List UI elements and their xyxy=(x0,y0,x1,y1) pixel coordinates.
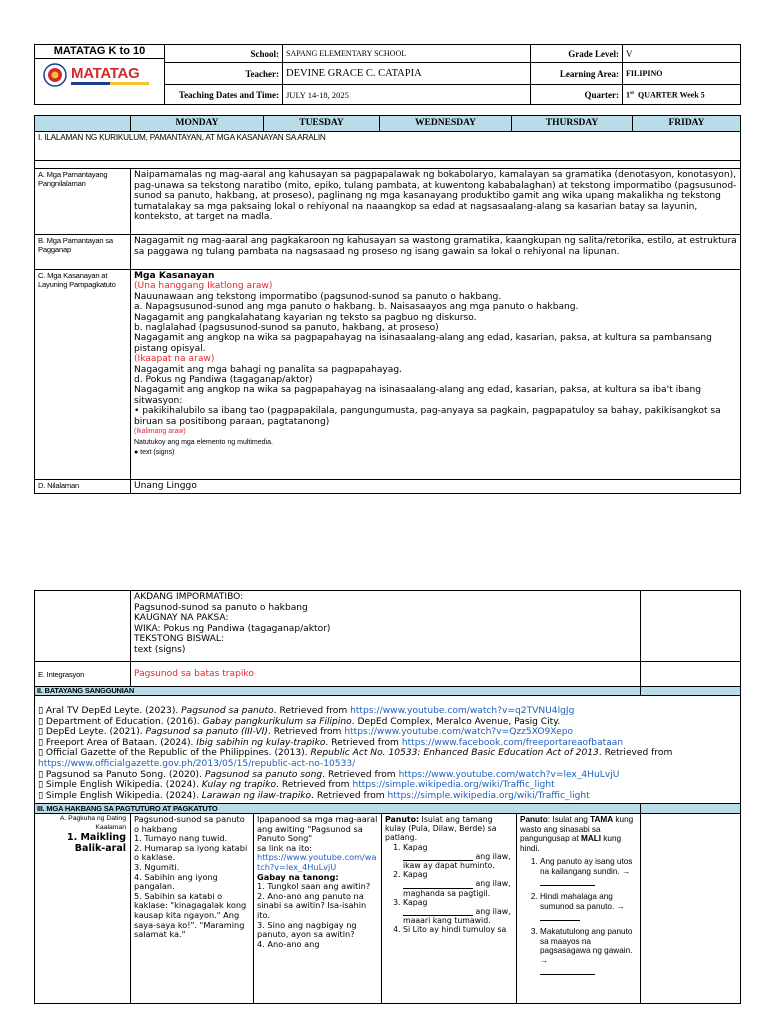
content-line-5: TEKSTONG BISWAL: xyxy=(134,634,225,645)
thursday-item: 3. Makatutulong ang panuto sa maayos na pagsasagawa ng gawain. → xyxy=(540,927,637,975)
header-table xyxy=(34,44,741,105)
wednesday-item: 2. Kapag ang ilaw, maghanda sa pagtigil. xyxy=(403,870,513,898)
tuesday-activity xyxy=(254,814,382,1004)
kasanayan-label: C. Mga Kasanayan at Layuning Pampagkatuto xyxy=(35,270,131,480)
tuesday-question-2: 2. Ano-ano ang panuto na sinabi sa awitin? Isa-isahin ito. xyxy=(257,890,367,920)
reference-link[interactable]: https://www.officialgazette.gov.ph/2013/05/15/republic-act-no-10533/ xyxy=(38,758,356,769)
monday-line-5: 4. Sabihin ang iyong pangalan. xyxy=(134,871,218,892)
ref-bullet-icon: ▯ xyxy=(38,769,44,780)
kasanayan-line-5: Nagagamit ang angkop na wika sa pagpapahayag na isinasaalang-alang ang edad, kasarian, paksa, at kultura sa pambansang pistang opisyal. xyxy=(134,333,712,354)
thursday-instructions: Panuto: Isulat ang TAMA kung wasto ang sinasabi sa pangungusap at MALI kung hindi. xyxy=(520,815,634,853)
wednesday-item: 3. Kapag ang ilaw, maaari kang tumawid. xyxy=(403,898,513,926)
ref-bullet-icon: ▯ xyxy=(38,748,44,759)
pamantayang-pangnilalaman-text: Naipamamalas ng mag-aaral ang kahusayan sa pagpapalawak ng bokabolaryo, kamalayan sa gramatika (denotasyon, konotasyon), pag-unawa sa tekstong naratibo (mito, epiko, tulang pambata, at kuwentong kababalaghan) at tekstong impormatibo (pagsusunod-sunod sa panuto, hakbang, at proseso), paglinang ng mga kasanayang produktibo gamit ang wika upang makalikha ng tekstong tumatalakay sa mga paksaing lokal o rehiyonal na naaangkop sa edad at nagsasaalang-alang sa kasarian batay sa layunin, konteksto, at target na madla. xyxy=(131,169,741,235)
answer-blank[interactable] xyxy=(540,877,595,886)
lesson-table-page1 xyxy=(34,115,741,494)
section1-title: I. ILALAMAN NG KURIKULUM, PAMANTAYAN, AT MGA KASANAYAN SA ARALIN xyxy=(35,132,741,161)
day-header-monday: MONDAY xyxy=(131,116,264,132)
content-line-2: Pagsunod-sunod sa panuto o hakbang xyxy=(134,602,308,613)
kasanayan-line-9: • pakikihalubilo sa ibang tao (pagpapakilala, pangungumusta, pag-anyaya sa pagkain, pagpapatuloy sa bahay, pakikisangkot sa biruan sa positibong paraan, pagtatanong) xyxy=(134,406,721,427)
program-name: MATATAG K to 10 xyxy=(35,45,164,59)
integrasyon-label: E. Integrasyon xyxy=(35,662,131,687)
section3-title: III. MGA HAKBANG SA PAGTUTURO AT PAGKATUTO xyxy=(35,804,641,814)
ref-bullet-icon: ▯ xyxy=(38,790,44,801)
reference-4: ▯ Freeport Area of Bataan. (2024). Ibig sabihin ng kulay-trapiko. Retrieved from https://www.facebook.com/freeportareaofbataan xyxy=(38,737,624,748)
content-label-cell xyxy=(35,591,131,662)
reference-link[interactable]: https://www.youtube.com/watch?v=q2TVNU4lgJg xyxy=(350,706,575,716)
text-signs-line: ● text (signs) xyxy=(134,448,175,456)
monday-activity xyxy=(131,814,254,1004)
spacer-row xyxy=(35,161,741,169)
wednesday-item: 4. Si Lito ay hindi tumuloy sa xyxy=(403,925,513,934)
teacher-label: Teacher: xyxy=(165,63,283,85)
answer-blank[interactable] xyxy=(403,907,473,916)
ref-bullet-icon: ▯ xyxy=(38,737,44,748)
school-label: School: xyxy=(165,45,283,63)
content-line-4: WIKA: Pokus ng Pandiwa (tagaganap/aktor) xyxy=(134,623,331,634)
dates-label: Teaching Dates and Time: xyxy=(165,85,283,105)
integrasyon-text: Pagsunod sa batas trapiko xyxy=(131,662,641,687)
quarter-value xyxy=(623,85,741,105)
kasanayan-cell xyxy=(131,270,741,480)
tuesday-guide-title: Gabay na tanong: xyxy=(257,871,339,882)
kasanayan-line-7: d. Pokus ng Pandiwa (tagaganap/aktor) xyxy=(134,375,313,386)
nilalaman-text: Unang Linggo xyxy=(131,480,741,494)
content-line-1: AKDANG IMPORMATIBO: xyxy=(134,592,244,602)
reference-1: ▯ Aral TV DepEd Leyte. (2023). Pagsunod sa panuto. Retrieved from https://www.youtube.com/watch?v=q2TVNU4lgJg xyxy=(38,706,575,716)
monday-line-3: 2. Humarap sa iyong katabi o kaklase. xyxy=(134,842,248,863)
friday-activity xyxy=(641,814,741,1004)
wednesday-instructions: Panuto: Isulat ang tamang kulay (Pula, Dilaw, Berde) sa patlang. xyxy=(385,815,497,843)
day-header-blank xyxy=(35,116,131,132)
pamantayan-pagganap-text: Nagagamit ng mag-aaral ang pagkakaroon ng kahusayan sa wastong gramatika, kaangkupan ng salita/retorika, estilo, at estruktura sa paggawa ng tulang pambata na nagsasaad ng proseso ng isang gawain sa lokal o rehiyonal na lipunan. xyxy=(131,235,741,270)
day-range-1: (Una hanggang Ikatlong araw) xyxy=(134,281,273,292)
area-value: FILIPINO xyxy=(623,63,741,85)
kasanayan-line-4: b. naglalahad (pagsusunod-sunod sa panuto, hakbang, at proseso) xyxy=(134,323,439,334)
section2-extra-cell xyxy=(641,687,741,696)
kasanayan-line-6: Nagagamit ang mga bahagi ng panalita sa pagpapahayag. xyxy=(134,364,403,375)
teacher-value: DEVINE GRACE C. CATAPIA xyxy=(283,63,531,85)
dates-value: JULY 14-18, 2025 xyxy=(283,85,531,105)
tuesday-link-label: sa link na ito: xyxy=(257,842,313,853)
monday-line-2: 1. Tumayo nang tuwid. xyxy=(134,833,228,844)
dating-kaalaman-label: A. Pagkuha ng Dating Kaalaman xyxy=(59,815,126,831)
day-header-wednesday: WEDNESDAY xyxy=(380,116,512,132)
reference-7: ▯ Simple English Wikipedia. (2024). Kulay ng trapiko. Retrieved from https://simple.wikipedia.org/wiki/Traffic_light xyxy=(38,780,555,791)
lesson-table-page2 xyxy=(34,590,741,1004)
reference-link[interactable]: https://simple.wikipedia.org/wiki/Traffic_light xyxy=(352,780,555,791)
reference-6: ▯ Pagsunod sa Panuto Song. (2020). Pagsunod sa panuto song. Retrieved from https://www.youtube.com/watch?v=lex_4HuLvjU xyxy=(38,769,620,780)
reference-link[interactable]: https://www.youtube.com/watch?v=lex_4HuLvjU xyxy=(398,769,620,780)
balik-aral-label: 1. Maikling Balik-aral xyxy=(66,832,126,855)
thursday-items xyxy=(520,857,637,975)
content-topics-cell xyxy=(131,591,641,662)
answer-blank[interactable] xyxy=(540,912,580,921)
kasanayan-line-1: Nauunawaan ang tekstong impormatibo (pagsunod-sunod sa panuto o hakbang. xyxy=(134,291,502,302)
grade-value: V xyxy=(623,45,741,63)
thursday-item: 2. Hindi mahalaga ang sumunod sa panuto. → xyxy=(540,892,637,921)
wednesday-activity xyxy=(382,814,517,1004)
day-header-thursday: THURSDAY xyxy=(512,116,633,132)
wednesday-items xyxy=(385,843,513,935)
reference-3: ▯ DepEd Leyte. (2021). Pagsunod sa panuto (III-VI). Retrieved from https://www.youtube.com/watch?v=Qzz5XO9Xepo xyxy=(38,727,574,738)
quarter-week: QUARTER Week 5 xyxy=(637,90,705,100)
answer-blank[interactable] xyxy=(403,852,473,861)
kasanayan-line-3: Nagagamit ang pangkalahatang kayarian ng teksto sa pagbuo ng diskurso. xyxy=(134,312,477,323)
reference-link[interactable]: https://www.youtube.com/watch?v=Qzz5XO9Xepo xyxy=(344,727,574,738)
reference-link[interactable]: https://www.facebook.com/freeportareaofbataan xyxy=(401,737,624,748)
thursday-activity xyxy=(517,814,641,1004)
monday-line-1: Pagsunod-sunod sa panuto o hakbang xyxy=(134,814,245,834)
references-cell xyxy=(35,696,741,804)
kasanayan-title: Mga Kasanayan xyxy=(134,271,215,281)
wednesday-item: 1. Kapag ang ilaw, ikaw ay dapat huminto. xyxy=(403,843,513,871)
reference-5: ▯ Official Gazette of the Republic of the Philippines. (2013). Republic Act No. 10533: Enhanced Basic Education Act of 2013. Retrieved from https://www.officialgazette.gov.ph/2013/05/15/republic-act-no-10533/ xyxy=(38,748,673,769)
tuesday-question-4: 4. Ano-ano ang xyxy=(257,938,320,949)
reference-link[interactable]: https://simple.wikipedia.org/wiki/Traffic_light xyxy=(387,790,590,801)
content-extra-cell xyxy=(641,591,741,662)
pamantayang-pangnilalaman-label: A. Mga Pamantayang Pangnilalaman xyxy=(35,169,131,235)
pamantayan-pagganap-label: B. Mga Pamantayan sa Pagganap xyxy=(35,235,131,270)
day-range-3: (Ikalimang araw) xyxy=(134,428,186,436)
area-label: Learning Area: xyxy=(531,63,623,85)
grade-label: Grade Level: xyxy=(531,45,623,63)
content-line-6: text (signs) xyxy=(134,644,186,655)
day-header-friday: FRIDAY xyxy=(633,116,741,132)
day-header-tuesday: TUESDAY xyxy=(264,116,380,132)
quarter-number: 1 xyxy=(626,90,630,100)
monday-line-6: 5. Sabihin sa katabi o kaklase: "kinagagalak kong kausap kita ngayon." Ang saya-saya ko!". "Maraming salamat ka." xyxy=(134,890,247,940)
day-range-2: (Ikaapat na araw) xyxy=(134,354,215,365)
quarter-label: Quarter: xyxy=(531,85,623,105)
logo-stripe xyxy=(71,82,149,85)
school-value: SAPANG ELEMENTARY SCHOOL xyxy=(283,45,531,63)
ref-bullet-icon: ▯ xyxy=(38,706,44,716)
tuesday-question-1: 1. Tungkol saan ang awitin? xyxy=(257,881,371,892)
ref-bullet-icon: ▯ xyxy=(38,716,44,727)
tuesday-question-3: 3. Sino ang nagbigay ng panuto, ayon sa awitin? xyxy=(257,919,357,940)
section2-title: II. BATAYANG SANGGUNIAN xyxy=(35,687,641,696)
reference-2: ▯ Department of Education. (2016). Gabay pangkurikulum sa Filipino. DepEd Complex, Meralco Avenue, Pasig City. xyxy=(38,716,561,727)
answer-blank[interactable] xyxy=(540,966,595,975)
ref-bullet-icon: ▯ xyxy=(38,727,44,738)
integrasyon-extra-cell xyxy=(641,662,741,687)
kasanayan-line-2: a. Napagsusunod-sunod ang mga panuto o hakbang. b. Naisasaayos ang mga panuto o hakbang. xyxy=(134,302,579,313)
quarter-suffix: st xyxy=(630,89,634,96)
monday-line-4: 3. Ngumiti. xyxy=(134,861,180,872)
logo-wordmark: MATATAG xyxy=(71,64,140,82)
content-line-3: KAUGNAY NA PAKSA: xyxy=(134,613,229,624)
ref-bullet-icon: ▯ xyxy=(38,780,44,791)
nilalaman-label: D. Nilalaman xyxy=(35,480,131,494)
answer-blank[interactable] xyxy=(403,880,473,889)
balik-aral-label-cell xyxy=(35,814,131,1004)
thursday-item: 1. Ang panuto ay isang utos na kailangang sundin. → xyxy=(540,857,637,886)
kasanayan-line-8: Nagagamit ang angkop na wika sa pagpapahayag na isinasaalang-alang ang edad, kasarian, paksa, at kultura sa iba't ibang sitwasyon: xyxy=(134,385,701,406)
deped-seal-icon xyxy=(43,63,67,87)
multimedia-elements-line: Natutukoy ang mga elemento ng multimedia. xyxy=(134,438,273,446)
reference-8: ▯ Simple English Wikipedia. (2024). Larawan ng ilaw-trapiko. Retrieved from https://simple.wikipedia.org/wiki/Traffic_light xyxy=(38,790,590,801)
matatag-brand xyxy=(35,45,165,105)
section3-extra-cell xyxy=(641,804,741,814)
tuesday-intro: Ipapanood sa mga mag-aaral ang awiting "Pagsunod sa Panuto Song" xyxy=(257,814,378,844)
tuesday-video-link[interactable]: https://www.youtube.com/watch?v=lex_4HuLvjU xyxy=(257,852,377,872)
matatag-logo xyxy=(35,59,164,87)
